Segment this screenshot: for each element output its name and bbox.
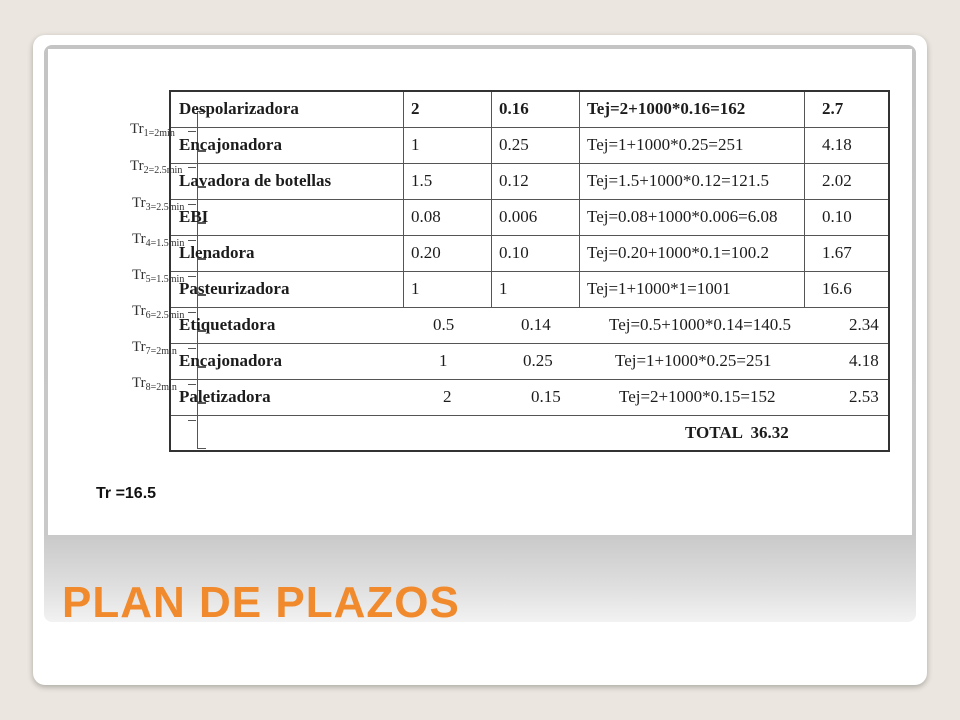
table-row [171,200,888,236]
cell-formula: Tej=0.5+1000*0.14=140.5 [609,315,791,334]
cell-value: 2.34 [849,315,879,334]
cell-b: 0.25 [499,135,529,154]
table-row [171,308,888,344]
cell-name: Encajonadora [179,351,282,370]
cell-a: 1 [411,279,420,298]
cell-name: Lavadora de botellas [179,171,332,190]
cell-formula: Tej=1.5+1000*0.12=121.5 [587,171,769,190]
tr-total: Tr =16.5 [96,485,157,502]
table-row [171,164,888,200]
cell-b: 0.25 [523,351,553,370]
table-image-panel [48,49,912,535]
tr-label: $Tr_{8=2min}$ [132,375,177,393]
cell-value: 16.6 [822,279,852,298]
cell-b: 0.10 [499,243,529,262]
table-row [171,380,888,416]
cell-formula: Tej=0.20+1000*0.1=100.2 [587,243,769,262]
table-row [171,344,888,380]
cell-formula: Tej=1+1000*1=1001 [587,279,731,298]
cell-formula: Tej=1+1000*0.25=251 [615,351,772,370]
tr-label: $Tr_{3=2.5min}$ [132,195,185,213]
cell-b: 1 [499,279,508,298]
tr-label: $Tr_{5=1.5min}$ [132,267,185,285]
cell-name: Encajonadora [179,135,282,154]
cell-a: 0.08 [411,207,441,226]
table-row [171,92,888,128]
cell-value: 4.18 [849,351,879,370]
table-row [171,272,888,308]
cell-name: Llenadora [179,243,255,262]
table-row [171,128,888,164]
cell-b: 0.14 [521,315,551,334]
cell-a: 0.5 [433,315,455,334]
cell-a: 2 [443,387,452,406]
tr-label: $Tr_{1=2min}$ [130,121,175,139]
tr-label: $Tr_{6=2.5min}$ [132,303,185,321]
cell-name: Pasteurizadora [179,279,290,298]
cell-b: 0.12 [499,171,529,190]
data-table [169,90,890,452]
cell-value: 1.67 [822,243,852,262]
cell-formula: Tej=0.08+1000*0.006=6.08 [587,207,778,226]
cell-value: 4.18 [822,135,852,154]
cell-a: 2 [411,99,420,118]
cell-value: 0.10 [822,207,852,226]
total-label: TOTAL 36.32 [685,423,789,442]
cell-value: 2.02 [822,171,852,190]
tr-label: $Tr_{2=2.5min}$ [130,158,183,176]
cell-value: 2.53 [849,387,879,406]
cell-b: 0.15 [531,387,561,406]
cell-b: 0.006 [499,207,538,226]
content-frame [44,45,916,622]
slide-title: PLAN DE PLAZOS [62,578,460,627]
cell-b: 0.16 [499,99,529,118]
cell-value: 2.7 [822,99,844,118]
cell-name: EBI [179,207,209,226]
tr-label: $Tr_{7=2min}$ [132,339,177,357]
cell-formula: Tej=1+1000*0.25=251 [587,135,744,154]
total-row [171,416,888,450]
cell-formula: Tej=2+1000*0.15=152 [619,387,776,406]
cell-a: 1 [411,135,420,154]
cell-name: Etiquetadora [179,315,276,334]
cell-name: Despolarizadora [179,99,299,118]
cell-name: Paletizadora [179,387,271,406]
table-row [171,236,888,272]
cell-a: 1 [439,351,448,370]
cell-formula: Tej=2+1000*0.16=162 [587,99,746,118]
cell-a: 0.20 [411,243,441,262]
cell-a: 1.5 [411,171,433,190]
tr-label: $Tr_{4=1.5min}$ [132,231,185,249]
